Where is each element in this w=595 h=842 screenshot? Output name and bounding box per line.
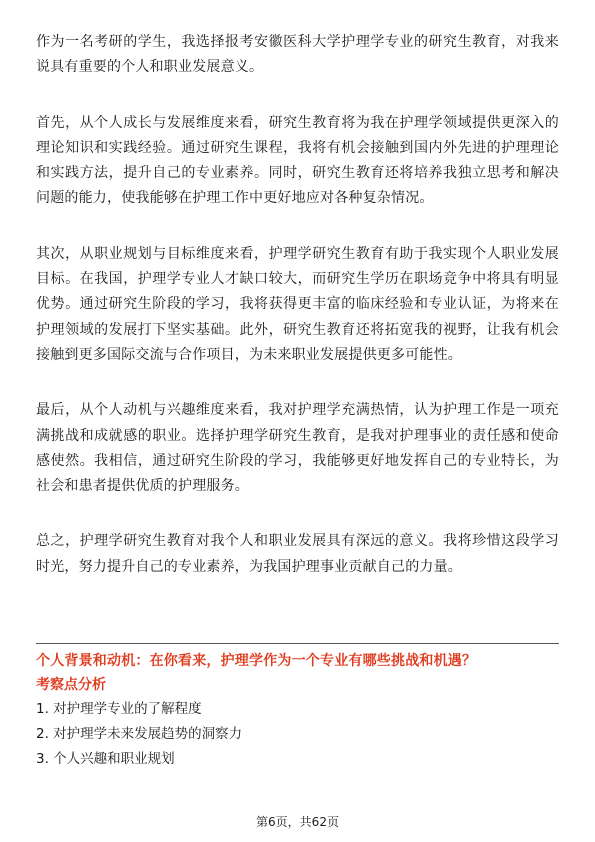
essay-body [36,30,559,580]
paragraph-personal-growth: 首先，从个人成长与发展维度来看，研究生教育将为我在护理学领域提供更深入的理论知识和实践经验。通过研究生课程，我将有机会接触到国内外先进的护理理论和实践方法，提升自己的专业素养。同时，研究生教育还将培养我独立思考和解决问题的能力，使我能够在护理工作中更好地应对各种复杂情况。 [36,114,559,207]
analysis-heading: 考察点分析 [36,677,106,693]
paragraph-motivation: 最后，从个人动机与兴趣维度来看，我对护理学充满热情，认为护理工作是一项充满挑战和成就感的职业。选择护理学研究生教育，是我对护理事业的责任感和使命感使然。我相信，通过研究生阶段的学习，我能够更好地发挥自己的专业特长，为社会和患者提供优质的护理服务。 [36,402,559,495]
question-title: 个人背景和动机：在你看来，护理学作为一个专业有哪些挑战和机遇？ [36,653,477,669]
analysis-list [36,699,559,770]
paragraph-career-planning: 其次，从职业规划与目标维度来看，护理学研究生教育有助于我实现个人职业发展目标。在我国，护理学专业人才缺口较大，而研究生学历在职场竞争中将具有明显优势。通过研究生阶段的学习，我将获得更丰富的临床经验和专业认证，为将来在护理领域的发展打下坚实基础。此外，研究生教育还将拓宽我的视野，让我有机会接触到更多国际交流与合作项目，为未来职业发展提供更多可能性。 [36,245,559,363]
section-divider [36,643,559,644]
list-item: 2. 对护理学未来发展趋势的洞察力 [36,726,243,742]
paragraph-intro: 作为一名考研的学生，我选择报考安徽医科大学护理学专业的研究生教育，对我来说具有重要的个人和职业发展意义。 [36,34,559,76]
list-item: 1. 对护理学专业的了解程度 [36,701,202,717]
list-item: 3. 个人兴趣和职业规划 [36,751,175,767]
question-section [36,651,559,774]
page-number: 第6页，共62页 [256,815,339,829]
paragraph-conclusion: 总之，护理学研究生教育对我个人和职业发展具有深远的意义。我将珍惜这段学习时光，努力提升自己的专业素养，为我国护理事业贡献自己的力量。 [36,533,559,575]
